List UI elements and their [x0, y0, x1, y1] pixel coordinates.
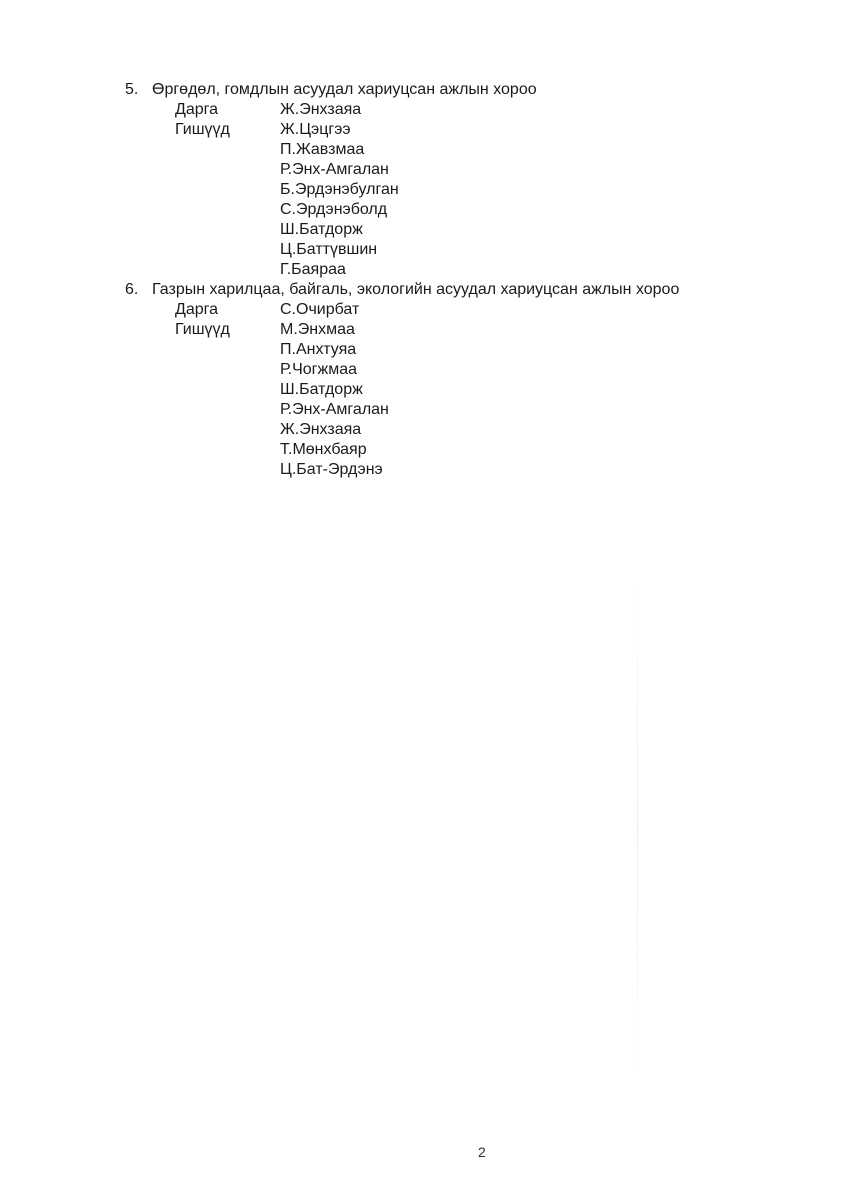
member-name: Ж.Энхзаяа: [280, 421, 362, 438]
members-label: Гишүүд: [175, 321, 230, 338]
member-name: Ж.Цэцгээ: [280, 121, 351, 138]
chair-label: Дарга: [175, 101, 219, 118]
member-name: С.Эрдэнэболд: [280, 201, 388, 218]
member-name: Ц.Бат-Эрдэнэ: [280, 461, 383, 478]
members-label: Гишүүд: [175, 121, 230, 138]
member-name: П.Жавзмаа: [280, 141, 365, 158]
chair-name: Ж.Энхзаяа: [280, 101, 362, 118]
chair-label: Дарга: [175, 301, 219, 318]
member-name: Г.Баяраа: [280, 261, 346, 278]
member-name: Р.Энх-Амгалан: [280, 161, 389, 178]
page-number: 2: [478, 1144, 486, 1160]
section-number: 5.: [125, 81, 139, 98]
scan-edge-shadow: [637, 575, 638, 1075]
member-name: М.Энхмаа: [280, 321, 355, 338]
section-title: Газрын харилцаа, байгаль, экологийн асуудал хариуцсан ажлын хороо: [152, 281, 680, 298]
chair-name: С.Очирбат: [280, 301, 360, 318]
member-name: Ш.Батдорж: [280, 221, 363, 238]
member-name: Б.Эрдэнэбулган: [280, 181, 399, 198]
member-name: Р.Энх-Амгалан: [280, 401, 389, 418]
member-name: П.Анхтуяа: [280, 341, 357, 358]
section-number: 6.: [125, 281, 139, 298]
member-name: Р.Чогжмаа: [280, 361, 357, 378]
member-name: Ш.Батдорж: [280, 381, 363, 398]
member-name: Т.Мөнхбаяр: [280, 441, 367, 458]
member-name: Ц.Баттүвшин: [280, 241, 378, 258]
section-title: Өргөдөл, гомдлын асуудал хариуцсан ажлын хороо: [152, 81, 537, 98]
